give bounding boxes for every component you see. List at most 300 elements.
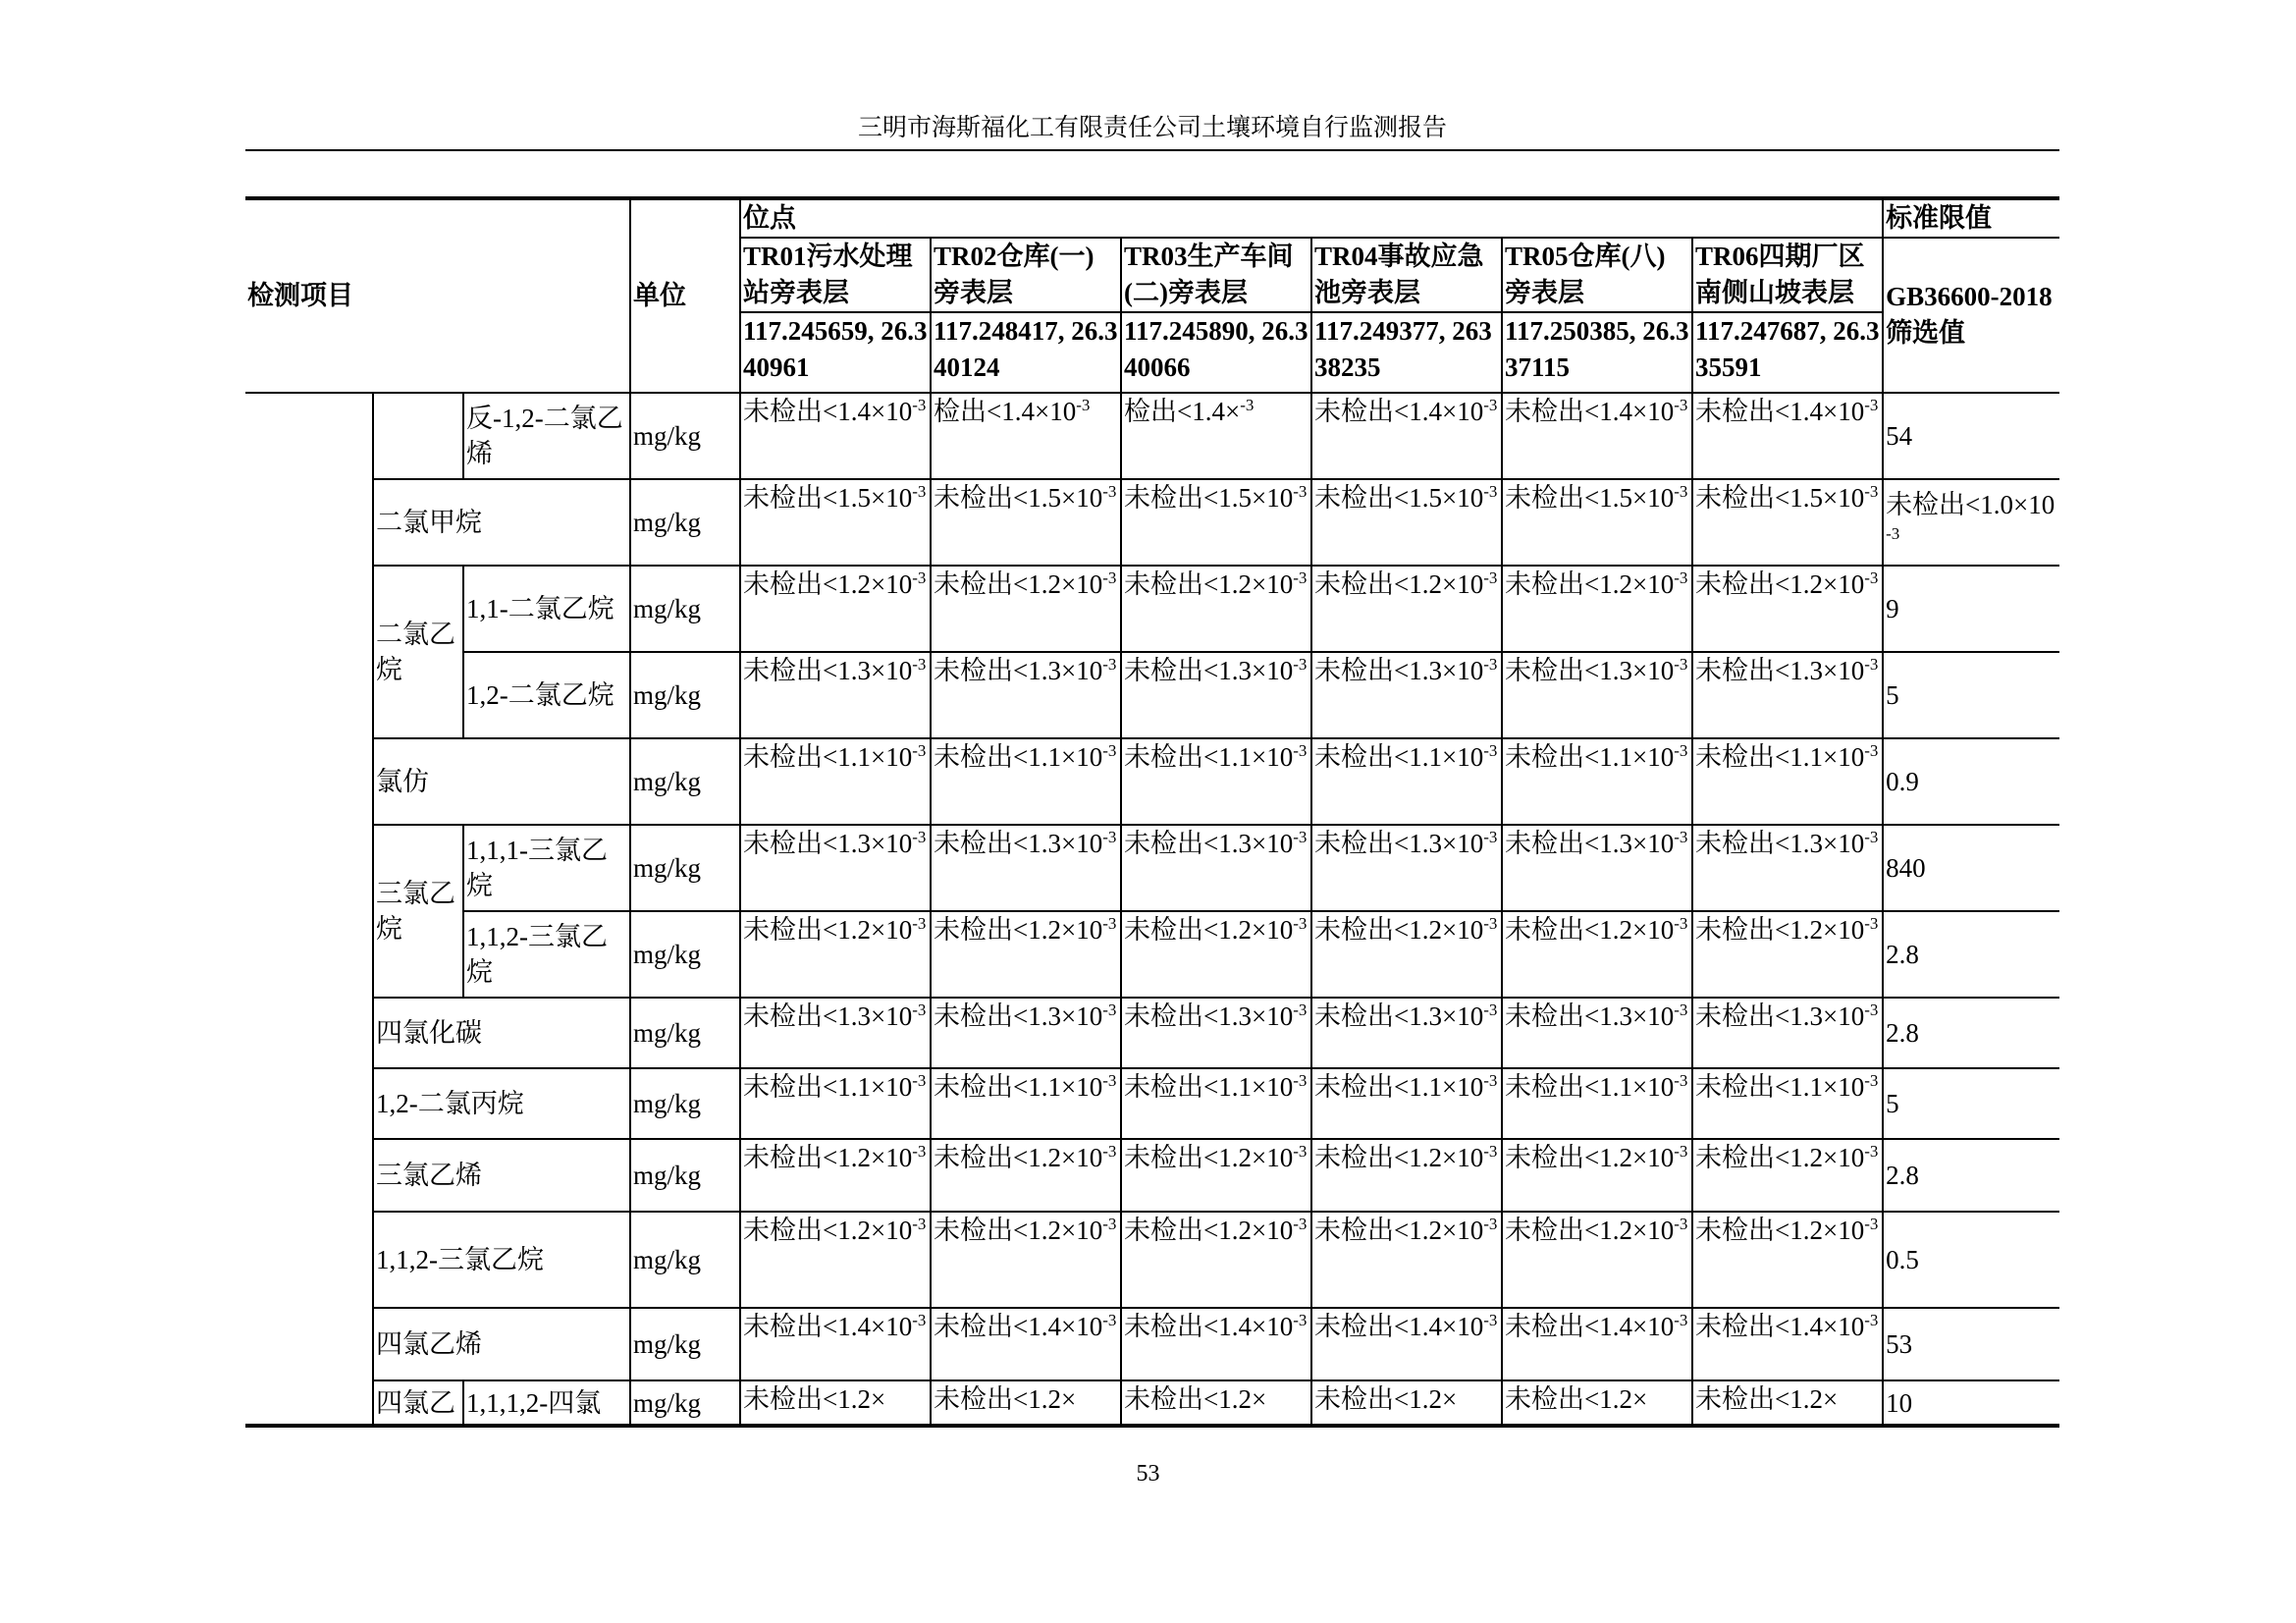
result-cell: [1121, 998, 1311, 1068]
result-cell: [931, 998, 1121, 1068]
result-exponent: -3: [1483, 741, 1498, 760]
item-name: 1,2-二氯丙烷: [373, 1068, 630, 1139]
result-value: 未检出<1.3×10: [934, 656, 1103, 685]
result-value: 未检出<1.2×10: [1124, 1216, 1294, 1245]
item-name: 四氯乙烯: [373, 1308, 630, 1380]
result-exponent: -3: [1674, 1311, 1688, 1329]
result-cell: [1121, 1308, 1311, 1380]
result-exponent: -3: [1102, 482, 1117, 501]
result-value: 未检出<1.2×: [1695, 1384, 1839, 1414]
result-exponent: -3: [1483, 1142, 1498, 1161]
result-cell: [1502, 1212, 1692, 1308]
result-exponent: -3: [1864, 1215, 1879, 1233]
result-exponent: -3: [1674, 828, 1688, 846]
result-exponent: -3: [1864, 396, 1879, 414]
item-name: 氯仿: [373, 738, 630, 825]
result-cell: [1692, 998, 1883, 1068]
result-exponent: -3: [1864, 482, 1879, 501]
result-exponent: -3: [1864, 1001, 1879, 1019]
result-value: 未检出<1.2×10: [1695, 1143, 1865, 1172]
result-value: 未检出<1.3×10: [743, 656, 913, 685]
table-row: [245, 825, 2059, 911]
site-name-1: TR01污水处理站旁表层: [740, 238, 931, 312]
result-value: 未检出<1.2×10: [1314, 1143, 1484, 1172]
result-cell: [740, 479, 931, 566]
standard-limit-value: 5: [1886, 680, 1899, 710]
item-name: 1,1,1-三氯乙烷: [463, 825, 630, 911]
result-value: 未检出<1.3×10: [1314, 656, 1484, 685]
result-value: 未检出<1.4×10: [1505, 1312, 1675, 1341]
result-cell: [1502, 479, 1692, 566]
standard-limit-value: 840: [1886, 853, 1926, 883]
result-value: 未检出<1.2×10: [1124, 1143, 1294, 1172]
standard-limit-value: 5: [1886, 1089, 1899, 1118]
result-exponent: -3: [1864, 828, 1879, 846]
result-exponent: -3: [1864, 1071, 1879, 1090]
result-value: 未检出<1.4×10: [743, 397, 913, 426]
result-cell: [1692, 1212, 1883, 1308]
result-value: 未检出<1.2×: [1124, 1384, 1267, 1414]
col-std-header: 标准限值: [1883, 198, 2059, 238]
result-value: 未检出<1.2×10: [743, 1216, 913, 1245]
result-exponent: -3: [1483, 1311, 1498, 1329]
site-name-5: TR05仓库(八)旁表层: [1502, 238, 1692, 312]
standard-limit: [1883, 393, 2059, 479]
site-coords-5: 117.250385, 26.337115: [1502, 312, 1692, 393]
result-value: 未检出<1.5×10: [1124, 483, 1294, 513]
result-exponent: -3: [912, 914, 927, 933]
result-exponent: -3: [912, 1311, 927, 1329]
result-value: 未检出<1.1×10: [1695, 1072, 1865, 1102]
standard-limit-value: 2.8: [1886, 1161, 1919, 1190]
item-name: 反-1,2-二氯乙烯: [463, 393, 630, 479]
result-exponent: -3: [1102, 828, 1117, 846]
result-cell: [1121, 479, 1311, 566]
item-unit: mg/kg: [630, 738, 740, 825]
table-row: [245, 911, 2059, 998]
result-cell: [1692, 566, 1883, 652]
result-cell: [1502, 1068, 1692, 1139]
result-value: 未检出<1.5×10: [743, 483, 913, 513]
result-value: 未检出<1.1×10: [1695, 742, 1865, 772]
result-cell: [1692, 652, 1883, 738]
result-exponent: -3: [1293, 1001, 1308, 1019]
result-cell: [1311, 1380, 1502, 1426]
result-value: 未检出<1.2×10: [934, 1216, 1103, 1245]
result-exponent: -3: [912, 1215, 927, 1233]
result-cell: [740, 738, 931, 825]
result-value: 检出<1.4×10: [934, 397, 1077, 426]
standard-limit: [1883, 1308, 2059, 1380]
result-cell: [1502, 1308, 1692, 1380]
result-exponent: -3: [912, 655, 927, 674]
page-header-title: 三明市海斯福化工有限责任公司土壤环境自行监测报告: [857, 115, 1447, 141]
result-value: 未检出<1.3×10: [1505, 829, 1675, 858]
result-cell: [1121, 1380, 1311, 1426]
result-exponent: -3: [1864, 741, 1879, 760]
result-value: 未检出<1.2×10: [934, 569, 1103, 599]
result-value: 未检出<1.2×10: [934, 915, 1103, 945]
result-cell: [1311, 738, 1502, 825]
result-cell: [1311, 1068, 1502, 1139]
result-value: 未检出<1.3×10: [1505, 656, 1675, 685]
standard-limit: [1883, 1380, 2059, 1426]
result-exponent: -3: [1483, 1215, 1498, 1233]
result-value: 未检出<1.4×10: [743, 1312, 913, 1341]
result-exponent: -3: [912, 482, 927, 501]
page-number: 53: [1136, 1461, 1160, 1487]
result-exponent: -3: [1293, 568, 1308, 587]
result-value: 未检出<1.3×10: [934, 829, 1103, 858]
result-cell: [1121, 1212, 1311, 1308]
standard-limit: [1883, 479, 2059, 566]
table-row: [245, 738, 2059, 825]
result-value: 未检出<1.1×10: [1505, 742, 1675, 772]
standard-limit-value: 9: [1886, 594, 1899, 623]
result-exponent: -3: [1102, 568, 1117, 587]
result-exponent: -3: [1293, 1071, 1308, 1090]
result-cell: [1311, 479, 1502, 566]
result-exponent: -3: [1483, 1001, 1498, 1019]
result-value: 未检出<1.2×10: [743, 1143, 913, 1172]
result-value: 未检出<1.2×10: [743, 569, 913, 599]
item-unit: mg/kg: [630, 998, 740, 1068]
result-cell: [1311, 998, 1502, 1068]
result-exponent: -3: [1483, 568, 1498, 587]
result-value: 未检出<1.1×10: [1314, 1072, 1484, 1102]
item-name: 1,1-二氯乙烷: [463, 566, 630, 652]
result-value: 未检出<1.5×10: [1695, 483, 1865, 513]
result-exponent: -3: [1483, 914, 1498, 933]
result-cell: [931, 652, 1121, 738]
result-value: 未检出<1.2×10: [1695, 915, 1865, 945]
result-cell: [1121, 652, 1311, 738]
table-row: [245, 479, 2059, 566]
result-cell: [1502, 825, 1692, 911]
result-cell: [931, 825, 1121, 911]
result-cell: [740, 911, 931, 998]
result-cell: [740, 1212, 931, 1308]
result-cell: [1311, 825, 1502, 911]
group-trichloroethane: 三氯乙烷: [373, 825, 463, 998]
result-exponent: -3: [1674, 1142, 1688, 1161]
result-value: 未检出<1.2×10: [1505, 1216, 1675, 1245]
header-divider: [245, 149, 2059, 151]
table-row: [245, 1068, 2059, 1139]
table-row: [245, 998, 2059, 1068]
standard-limit: [1883, 911, 2059, 998]
result-cell: [931, 738, 1121, 825]
result-value: 未检出<1.3×10: [1124, 1001, 1294, 1031]
result-cell: [1311, 393, 1502, 479]
result-exponent: -3: [1102, 1311, 1117, 1329]
result-exponent: -3: [1674, 914, 1688, 933]
result-value: 未检出<1.3×10: [934, 1001, 1103, 1031]
result-value: 未检出<1.2×: [1505, 1384, 1648, 1414]
standard-limit: [1883, 652, 2059, 738]
result-cell: [1311, 652, 1502, 738]
table-row: [245, 1380, 2059, 1426]
result-value: 未检出<1.4×10: [1314, 1312, 1484, 1341]
standard-limit-value: 2.8: [1886, 1018, 1919, 1048]
result-value: 未检出<1.2×10: [1695, 1216, 1865, 1245]
results-table: [245, 196, 2059, 1428]
result-cell: [931, 566, 1121, 652]
result-value: 未检出<1.1×10: [1124, 1072, 1294, 1102]
result-value: 未检出<1.2×10: [1314, 1216, 1484, 1245]
result-cell: [740, 1068, 931, 1139]
standard-limit-value: 0.5: [1886, 1245, 1919, 1274]
result-exponent: -3: [1674, 655, 1688, 674]
standard-limit: [1883, 566, 2059, 652]
result-value: 未检出<1.2×10: [1505, 569, 1675, 599]
result-exponent: -3: [912, 568, 927, 587]
standard-limit: [1883, 1068, 2059, 1139]
result-exponent: -3: [912, 396, 927, 414]
result-cell: [1692, 1068, 1883, 1139]
result-cell: [931, 1308, 1121, 1380]
result-value: 未检出<1.2×10: [743, 915, 913, 945]
result-exponent: -3: [1076, 396, 1091, 414]
result-value: 未检出<1.3×10: [1695, 1001, 1865, 1031]
result-value: 未检出<1.4×10: [1695, 397, 1865, 426]
result-value: 未检出<1.3×10: [743, 1001, 913, 1031]
result-exponent: -3: [1674, 741, 1688, 760]
result-value: 未检出<1.1×10: [743, 1072, 913, 1102]
result-cell: [931, 1380, 1121, 1426]
result-cell: [1311, 1139, 1502, 1212]
result-value: 未检出<1.4×10: [1505, 397, 1675, 426]
result-cell: [1311, 566, 1502, 652]
result-exponent: -3: [1240, 396, 1255, 414]
site-name-4: TR04事故应急池旁表层: [1311, 238, 1502, 312]
item-unit: mg/kg: [630, 393, 740, 479]
result-exponent: -3: [1293, 482, 1308, 501]
result-value: 未检出<1.5×10: [934, 483, 1103, 513]
standard-limit-value: 未检出<1.0×10: [1886, 490, 2056, 519]
item-name: 1,1,2-三氯乙烷: [373, 1212, 630, 1308]
standard-limit: [1883, 998, 2059, 1068]
standard-limit-exponent: -3: [1886, 524, 1900, 543]
result-cell: [1502, 1380, 1692, 1426]
result-exponent: -3: [1674, 1215, 1688, 1233]
result-cell: [1311, 911, 1502, 998]
result-cell: [1121, 566, 1311, 652]
result-exponent: -3: [912, 1142, 927, 1161]
result-exponent: -3: [1864, 1311, 1879, 1329]
result-exponent: -3: [1674, 1071, 1688, 1090]
result-value: 未检出<1.2×: [934, 1384, 1077, 1414]
result-value: 未检出<1.4×10: [1124, 1312, 1294, 1341]
result-exponent: -3: [1483, 1071, 1498, 1090]
result-value: 未检出<1.2×10: [934, 1143, 1103, 1172]
result-exponent: -3: [912, 1071, 927, 1090]
result-value: 未检出<1.3×10: [1314, 1001, 1484, 1031]
result-exponent: -3: [1483, 482, 1498, 501]
result-value: 未检出<1.3×10: [1124, 829, 1294, 858]
item-name: 1,2-二氯乙烷: [463, 652, 630, 738]
result-value: 未检出<1.2×10: [1124, 569, 1294, 599]
result-value: 未检出<1.2×: [743, 1384, 886, 1414]
result-cell: [931, 1212, 1121, 1308]
result-value: 未检出<1.1×10: [743, 742, 913, 772]
result-value: 未检出<1.3×10: [743, 829, 913, 858]
result-exponent: -3: [1293, 1215, 1308, 1233]
result-exponent: -3: [1102, 1142, 1117, 1161]
result-cell: [740, 1308, 931, 1380]
item-unit: mg/kg: [630, 1212, 740, 1308]
item-unit: mg/kg: [630, 825, 740, 911]
item-name: 1,1,1,2-四氯: [463, 1380, 630, 1426]
result-cell: [1692, 738, 1883, 825]
item-unit: mg/kg: [630, 1139, 740, 1212]
result-exponent: -3: [1674, 1001, 1688, 1019]
result-cell: [1121, 1068, 1311, 1139]
result-cell: [740, 393, 931, 479]
result-value: 检出<1.4×: [1124, 397, 1241, 426]
result-exponent: -3: [1483, 655, 1498, 674]
standard-limit-value: 54: [1886, 421, 1913, 451]
table-row: [245, 566, 2059, 652]
standard-limit: [1883, 825, 2059, 911]
result-value: 未检出<1.2×10: [1695, 569, 1865, 599]
table-row: [245, 1308, 2059, 1380]
standard-limit: [1883, 1139, 2059, 1212]
std-name: GB36600-2018筛选值: [1883, 238, 2059, 393]
col-unit-header: 单位: [630, 198, 740, 393]
standard-limit: [1883, 738, 2059, 825]
result-value: 未检出<1.1×10: [1314, 742, 1484, 772]
standard-limit-value: 2.8: [1886, 940, 1919, 969]
result-cell: [740, 1380, 931, 1426]
site-coords-1: 117.245659, 26.340961: [740, 312, 931, 393]
blank-group-cell: [373, 393, 463, 479]
item-unit: mg/kg: [630, 652, 740, 738]
result-exponent: -3: [1102, 1071, 1117, 1090]
item-name: 四氯化碳: [373, 998, 630, 1068]
result-exponent: -3: [1293, 1142, 1308, 1161]
site-name-2: TR02仓库(一)旁表层: [931, 238, 1121, 312]
result-cell: [1121, 911, 1311, 998]
result-value: 未检出<1.3×10: [1505, 1001, 1675, 1031]
site-coords-6: 117.247687, 26.335591: [1692, 312, 1883, 393]
result-cell: [1502, 998, 1692, 1068]
result-value: 未检出<1.3×10: [1695, 656, 1865, 685]
result-exponent: -3: [1674, 482, 1688, 501]
result-exponent: -3: [1293, 1311, 1308, 1329]
result-cell: [1121, 738, 1311, 825]
item-unit: mg/kg: [630, 1308, 740, 1380]
item-unit: mg/kg: [630, 911, 740, 998]
result-exponent: -3: [1864, 1142, 1879, 1161]
result-cell: [740, 998, 931, 1068]
result-exponent: -3: [1293, 828, 1308, 846]
result-value: 未检出<1.2×10: [1505, 1143, 1675, 1172]
result-cell: [1121, 825, 1311, 911]
result-cell: [740, 825, 931, 911]
result-cell: [1692, 1308, 1883, 1380]
result-value: 未检出<1.3×10: [1314, 829, 1484, 858]
standard-limit-value: 0.9: [1886, 767, 1919, 796]
result-cell: [931, 479, 1121, 566]
result-cell: [1692, 393, 1883, 479]
result-value: 未检出<1.1×10: [934, 1072, 1103, 1102]
result-exponent: -3: [1102, 914, 1117, 933]
result-exponent: -3: [912, 1001, 927, 1019]
result-cell: [1692, 1380, 1883, 1426]
item-name: 1,1,2-三氯乙烷: [463, 911, 630, 998]
site-name-6: TR06四期厂区南侧山坡表层: [1692, 238, 1883, 312]
standard-limit: [1883, 1212, 2059, 1308]
col-item-header: 检测项目: [245, 198, 630, 393]
col-sites-header: 位点: [740, 198, 1883, 238]
result-cell: [931, 393, 1121, 479]
result-value: 未检出<1.4×10: [1314, 397, 1484, 426]
result-value: 未检出<1.2×10: [1314, 915, 1484, 945]
result-cell: [931, 1068, 1121, 1139]
standard-limit-value: 10: [1886, 1387, 1913, 1418]
table-row: [245, 393, 2059, 479]
result-exponent: -3: [1102, 1215, 1117, 1233]
result-exponent: -3: [1102, 741, 1117, 760]
result-value: 未检出<1.2×: [1314, 1384, 1458, 1414]
result-value: 未检出<1.1×10: [934, 742, 1103, 772]
result-exponent: -3: [1102, 655, 1117, 674]
result-cell: [1502, 652, 1692, 738]
item-unit: mg/kg: [630, 479, 740, 566]
result-cell: [1502, 1139, 1692, 1212]
result-cell: [740, 1139, 931, 1212]
result-cell: [1121, 393, 1311, 479]
item-name: 三氯乙烯: [373, 1139, 630, 1212]
result-exponent: -3: [1674, 568, 1688, 587]
table-row: [245, 1212, 2059, 1308]
result-value: 未检出<1.2×10: [1314, 569, 1484, 599]
result-value: 未检出<1.4×10: [1695, 1312, 1865, 1341]
result-cell: [931, 911, 1121, 998]
table-row: [245, 652, 2059, 738]
result-cell: [1311, 1308, 1502, 1380]
result-value: 未检出<1.3×10: [1124, 656, 1294, 685]
item-unit: mg/kg: [630, 1380, 740, 1426]
result-cell: [740, 566, 931, 652]
result-value: 未检出<1.3×10: [1695, 829, 1865, 858]
result-cell: [1502, 393, 1692, 479]
site-coords-3: 117.245890, 26.340066: [1121, 312, 1311, 393]
result-exponent: -3: [1864, 914, 1879, 933]
group-tetrachloroethane: 四氯乙: [373, 1380, 463, 1426]
result-exponent: -3: [1483, 828, 1498, 846]
site-coords-4: 117.249377, 26338235: [1311, 312, 1502, 393]
result-value: 未检出<1.2×10: [1505, 915, 1675, 945]
site-name-3: TR03生产车间(二)旁表层: [1121, 238, 1311, 312]
result-cell: [1692, 825, 1883, 911]
result-cell: [1502, 738, 1692, 825]
result-cell: [1502, 566, 1692, 652]
item-name: 二氯甲烷: [373, 479, 630, 566]
result-value: 未检出<1.5×10: [1314, 483, 1484, 513]
standard-limit-value: 53: [1886, 1329, 1913, 1359]
result-exponent: -3: [1293, 655, 1308, 674]
site-coords-2: 117.248417, 26.340124: [931, 312, 1121, 393]
result-exponent: -3: [1864, 655, 1879, 674]
group-dichloroethane: 二氯乙烷: [373, 566, 463, 738]
table-row: [245, 1139, 2059, 1212]
result-exponent: -3: [1293, 914, 1308, 933]
result-exponent: -3: [912, 741, 927, 760]
blank-category-cell: [245, 393, 373, 1426]
result-value: 未检出<1.2×10: [1124, 915, 1294, 945]
